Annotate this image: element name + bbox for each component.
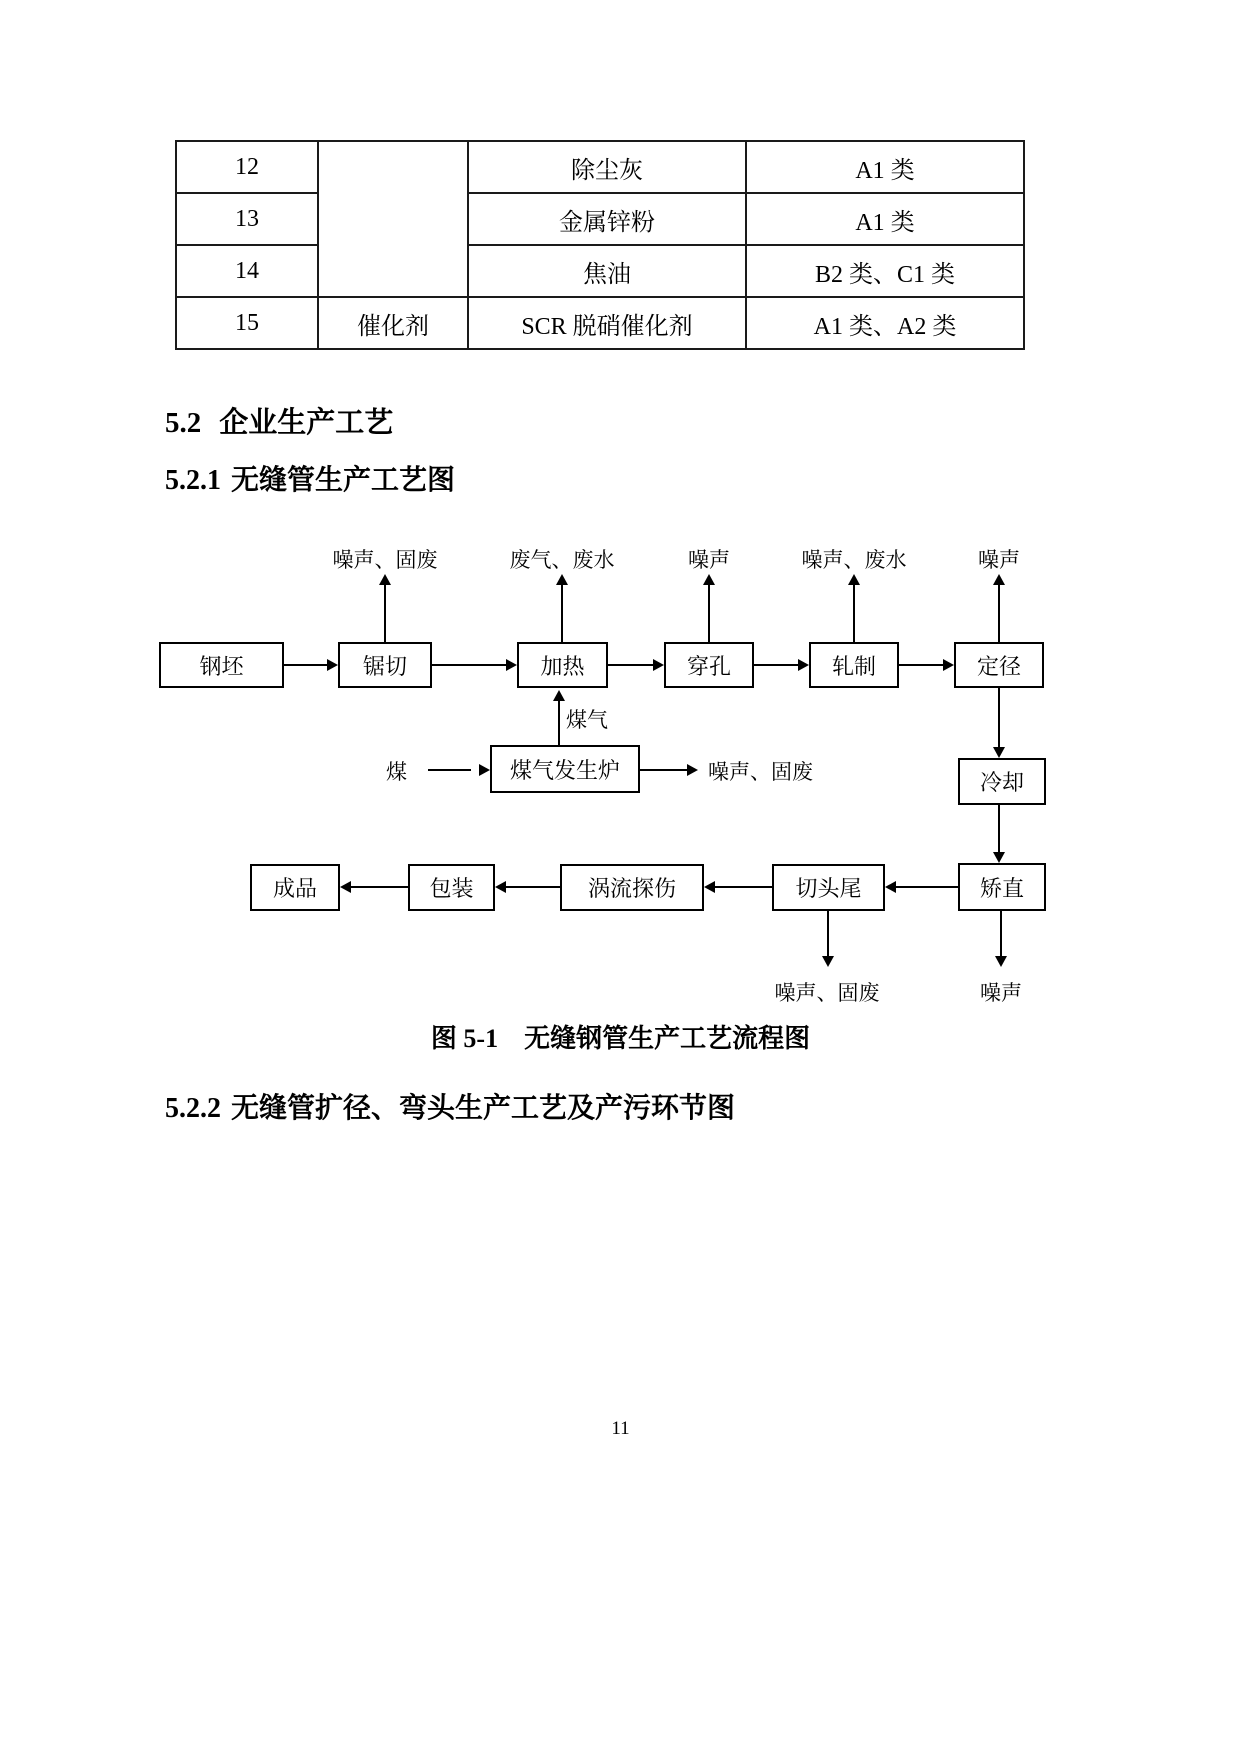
arrow-up-piercing — [708, 584, 710, 642]
arrowhead-sizing-to-cooling — [993, 747, 1005, 758]
section-title: 企业生产工艺 — [219, 407, 394, 439]
arrow-piercing-to-rolling — [754, 664, 800, 666]
section-number: 5.2 — [165, 407, 202, 439]
flow-box-rolling: 轧制 — [809, 642, 899, 688]
flow-box-cut-head-tail: 切头尾 — [772, 864, 885, 911]
waste-classification-table — [175, 140, 1025, 350]
section-number: 5.2.2 — [165, 1093, 221, 1124]
cell-name: 焦油 — [468, 245, 746, 297]
cell-no: 14 — [176, 245, 318, 297]
arrowhead-cut-to-eddy — [704, 881, 715, 893]
arrow-packaging-to-finished — [350, 886, 408, 888]
section-heading-5-2-2 — [165, 1086, 735, 1126]
cell-class: A1 类 — [746, 141, 1024, 193]
flow-box-cooling: 冷却 — [958, 758, 1046, 805]
arrow-up-heating — [561, 584, 563, 642]
emission-label-heating: 废气、废水 — [509, 548, 615, 572]
flow-box-straightening: 矫直 — [958, 863, 1046, 911]
emission-label-sizing: 噪声 — [978, 548, 1020, 572]
section-title: 无缝管生产工艺图 — [231, 465, 456, 496]
arrowhead-cooling-to-straightening — [993, 852, 1005, 863]
arrow-sizing-to-cooling — [998, 688, 1000, 748]
cell-class: B2 类、C1 类 — [746, 245, 1024, 297]
emission-label-rolling: 噪声、废水 — [801, 548, 907, 572]
arrow-eddy-to-packaging — [505, 886, 560, 888]
emission-label-cut: 噪声、固废 — [774, 981, 880, 1005]
flow-box-eddy-current-test: 涡流探伤 — [560, 864, 704, 911]
arrowhead-up-piercing — [703, 574, 715, 585]
arrow-heating-to-piercing — [608, 664, 655, 666]
arrowhead-eddy-to-packaging — [495, 881, 506, 893]
cell-class: A1 类、A2 类 — [746, 297, 1024, 349]
arrow-rolling-to-sizing — [899, 664, 945, 666]
emission-label-piercing: 噪声 — [688, 548, 730, 572]
cell-no: 12 — [176, 141, 318, 193]
arrowhead-heating-to-piercing — [653, 659, 664, 671]
emission-label-sawing: 噪声、固废 — [332, 548, 438, 572]
arrow-straightening-to-cut — [895, 886, 958, 888]
cell-category-merged — [318, 141, 468, 297]
flow-box-steel-billet: 钢坯 — [159, 642, 284, 688]
arrowhead-packaging-to-finished — [340, 881, 351, 893]
flow-box-sawing: 锯切 — [338, 642, 432, 688]
arrow-cut-to-eddy — [714, 886, 772, 888]
figure-caption-text: 无缝钢管生产工艺流程图 — [524, 1024, 811, 1053]
arrow-billet-to-sawing — [284, 664, 329, 666]
flow-box-sizing: 定径 — [954, 642, 1044, 688]
arrow-up-sawing — [384, 584, 386, 642]
table-row — [176, 297, 1024, 349]
arrowhead-up-sawing — [379, 574, 391, 585]
arrow-sawing-to-heating — [432, 664, 508, 666]
cell-no: 13 — [176, 193, 318, 245]
flow-box-heating: 加热 — [517, 642, 608, 688]
arrow-up-rolling — [853, 584, 855, 642]
page-number: 11 — [611, 1418, 630, 1439]
figure-caption — [0, 1018, 1241, 1055]
cell-name: 除尘灰 — [468, 141, 746, 193]
arrowhead-billet-to-sawing — [327, 659, 338, 671]
arrow-down-straightening — [1000, 911, 1002, 957]
arrowhead-piercing-to-rolling — [798, 659, 809, 671]
arrowhead-up-heating — [556, 574, 568, 585]
section-heading-5-2 — [165, 400, 393, 441]
cell-category: 催化剂 — [318, 297, 468, 349]
flow-box-finished-product: 成品 — [250, 864, 340, 911]
arrowhead-up-rolling — [848, 574, 860, 585]
section-number: 5.2.1 — [165, 465, 221, 496]
emission-label-straightening: 噪声 — [980, 981, 1022, 1005]
flow-box-packaging: 包装 — [408, 864, 495, 911]
table-row — [176, 193, 1024, 245]
emission-label-gas-generator: 噪声、固废 — [708, 760, 813, 784]
arrowhead-straightening-to-cut — [885, 881, 896, 893]
arrowhead-rolling-to-sizing — [943, 659, 954, 671]
arrow-cooling-to-straightening — [998, 805, 1000, 853]
section-heading-5-2-1 — [165, 458, 455, 498]
arrowhead-up-sizing — [993, 574, 1005, 585]
table-row — [176, 141, 1024, 193]
cell-name: 金属锌粉 — [468, 193, 746, 245]
arrowhead-down-cut — [822, 956, 834, 967]
arrow-gas-to-heating — [558, 699, 560, 745]
coal-label: 煤 — [386, 760, 407, 784]
arrowhead-generator-emission — [687, 764, 698, 776]
flow-box-gas-generator: 煤气发生炉 — [490, 745, 640, 793]
arrowhead-coal-to-generator — [479, 764, 490, 776]
cell-no: 15 — [176, 297, 318, 349]
gas-label: 煤气 — [566, 708, 608, 732]
arrowhead-down-straightening — [995, 956, 1007, 967]
arrow-down-cut — [827, 911, 829, 957]
flow-box-piercing: 穿孔 — [664, 642, 754, 688]
arrow-coal-to-generator — [428, 769, 471, 771]
arrow-up-sizing — [998, 584, 1000, 642]
arrow-generator-emission — [640, 769, 689, 771]
table-row — [176, 245, 1024, 297]
figure-caption-number: 图 5-1 — [430, 1024, 499, 1053]
arrowhead-sawing-to-heating — [506, 659, 517, 671]
cell-class: A1 类 — [746, 193, 1024, 245]
section-title: 无缝管扩径、弯头生产工艺及产污环节图 — [231, 1093, 736, 1124]
cell-name: SCR 脱硝催化剂 — [468, 297, 746, 349]
